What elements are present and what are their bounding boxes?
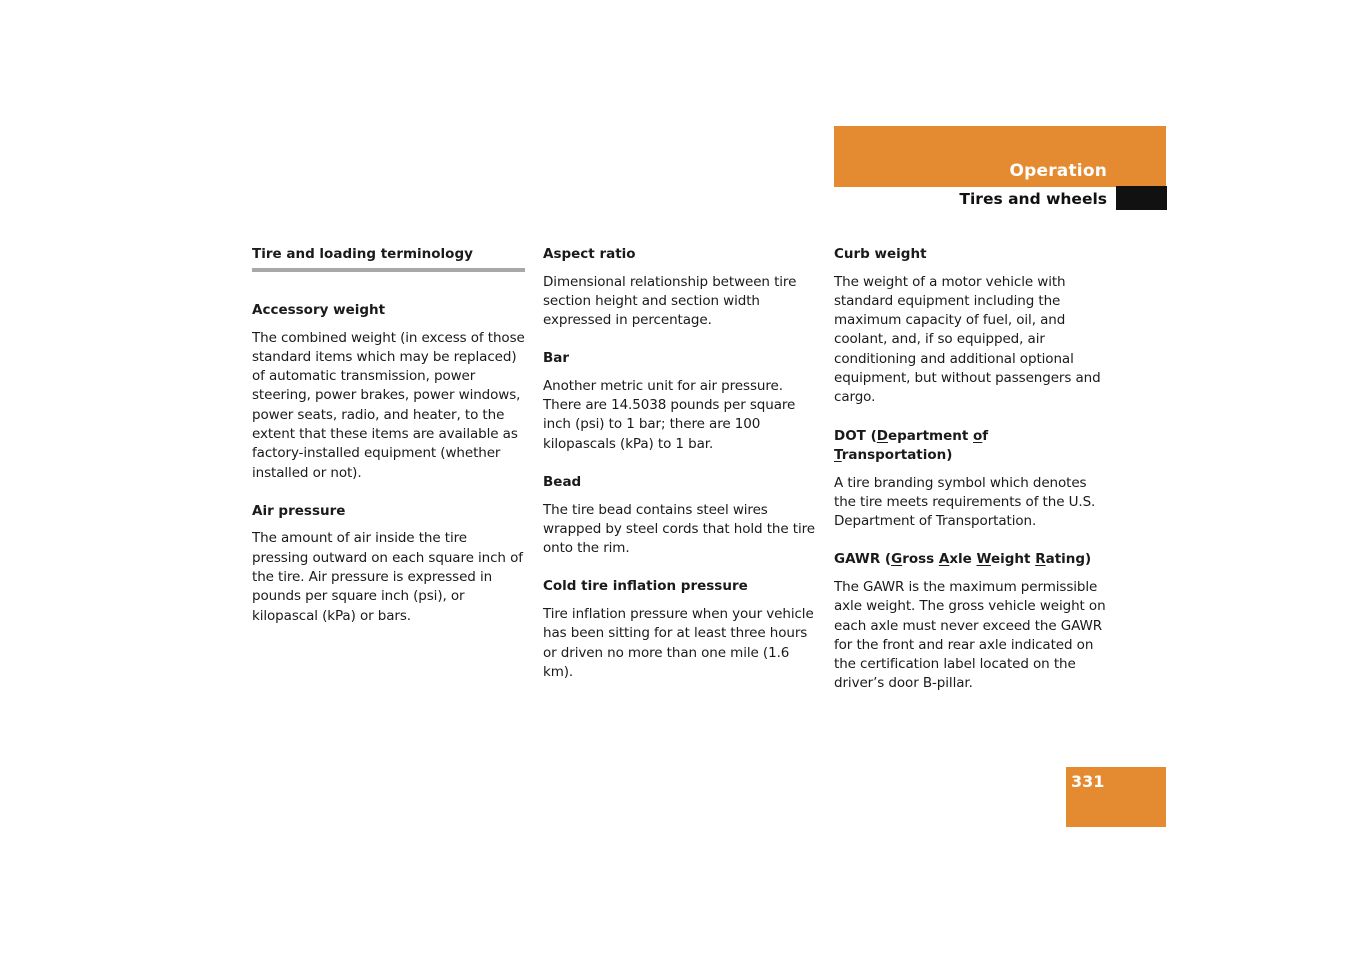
term-heading: Accessory weight	[252, 302, 386, 318]
term-part: epartment	[887, 427, 974, 444]
term-part: f	[982, 427, 989, 444]
term-part-underlined: T	[834, 447, 842, 464]
term-definition: Another metric unit for air pressure. There are 14.5038 pounds per square inch (psi) to 1 bar; there are 100 kilopascals (kPa) to 1 bar.	[543, 377, 796, 452]
term-part: DOT (	[834, 427, 877, 444]
term-definition: Dimensional relationship between tire section height and section width expressed in percentage.	[543, 273, 797, 329]
term-heading: Cold tire inflation pressure	[543, 578, 748, 595]
term-heading: Bar	[543, 350, 570, 367]
term-part: ross	[902, 551, 939, 568]
column-1	[252, 245, 525, 645]
term-definition: The combined weight (in excess of those standard items which may be replaced) of automatic transmission, power steering, power brakes, power windows, power seats, radio, and heater, to the extent that these items are available as factory-installed equipment (whether installed or not).	[252, 329, 525, 481]
term-part: xle	[949, 551, 977, 568]
term-part: ransportation)	[841, 447, 953, 464]
term-heading: Curb weight	[834, 246, 927, 262]
term-part-underlined: R	[1035, 551, 1046, 568]
term-heading: Air pressure	[252, 502, 346, 519]
section-title: Operation	[1009, 161, 1107, 181]
term-heading-dot	[834, 427, 1107, 466]
page-number-box	[1066, 767, 1166, 827]
column-2	[543, 245, 816, 701]
term-definition: The GAWR is the maximum permissible axle weight. The gross vehicle weight on each axle must never exceed the GAWR for the front and rear axle indicated on the certification label located on the driver’s door B-pillar.	[834, 578, 1106, 692]
term-heading: Bead	[543, 474, 582, 491]
term-definition: Tire inflation pressure when your vehicle has been sitting for at least three hours or driven no more than one mile (1.6 km).	[543, 605, 814, 680]
article-title: Tire and loading terminology	[252, 245, 525, 272]
term-definition: A tire branding symbol which denotes the tire meets requirements of the U.S. Department of Transportation.	[834, 474, 1096, 530]
term-part: ating)	[1045, 551, 1092, 568]
term-heading: Aspect ratio	[543, 246, 636, 262]
term-part-underlined: o	[973, 427, 983, 444]
term-heading-gawr	[834, 550, 1107, 570]
term-definition: The amount of air inside the tire pressing outward on each square inch of the tire. Air pressure is expressed in pounds per square inch (psi), or kilopascal (kPa) or bars.	[252, 530, 523, 624]
term-part-underlined: W	[976, 551, 991, 568]
term-part-underlined: A	[938, 551, 950, 568]
section-header-bar	[834, 126, 1166, 187]
thumb-tab-marker	[1116, 186, 1167, 210]
term-part-underlined: D	[876, 427, 888, 444]
term-part-underlined: G	[891, 551, 903, 568]
term-part: eight	[990, 551, 1036, 568]
term-part: GAWR (	[834, 551, 892, 568]
term-definition: The weight of a motor vehicle with standard equipment including the maximum capacity of fuel, oil, and coolant, and, if so equipped, air conditioning and additional optional equipment, but without passengers and cargo.	[834, 273, 1101, 406]
term-definition: The tire bead contains steel wires wrapped by steel cords that hold the tire onto the rim.	[543, 501, 815, 557]
subsection-title: Tires and wheels	[959, 190, 1107, 208]
page-number: 331	[1071, 772, 1105, 791]
column-3	[834, 245, 1107, 713]
